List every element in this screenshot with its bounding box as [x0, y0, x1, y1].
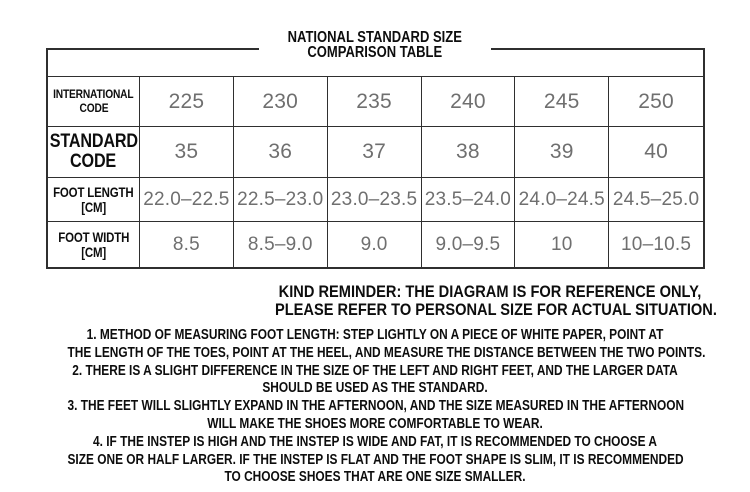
cell-value: 37: [362, 140, 386, 163]
row-header-line: STANDARD: [49, 131, 138, 152]
cell-value: 235: [356, 89, 392, 113]
size-comparison-table: [46, 43, 705, 269]
note-line: WILL MAKE THE SHOES MORE COMFORTABLE TO WEAR.: [207, 415, 543, 432]
table-cell: [515, 77, 609, 127]
page-title-text: [259, 29, 491, 62]
row-header-line: FOOT WIDTH: [58, 229, 129, 245]
table-cell: [234, 222, 328, 267]
note-line: 3. THE FEET WILL SLIGHTLY EXPAND IN THE AFTERNOON, AND THE SIZE MEASURED IN THE AFTERNOON: [67, 398, 685, 415]
row-header-foot-width: [48, 222, 140, 267]
measuring-notes: [0, 327, 750, 487]
cell-value: 245: [543, 89, 580, 113]
row-header-foot-length: [48, 178, 140, 222]
table-cell: [140, 222, 234, 267]
cell-value: 230: [262, 89, 299, 113]
kind-reminder-line-2: PLEASE REFER TO PERSONAL SIZE FOR ACTUAL SITUATION.: [275, 299, 717, 319]
kind-reminder-line-1: KIND REMINDER: THE DIAGRAM IS FOR REFERENCE ONLY,: [278, 282, 702, 301]
table-cell: [609, 178, 703, 222]
table-cell: [422, 127, 516, 178]
note-line: TO CHOOSE SHOES THAT ARE ONE SIZE SMALLER.: [224, 469, 526, 486]
row-header-line: FOOT LENGTH: [53, 184, 134, 200]
note-line: SIZE ONE OR HALF LARGER. IF THE INSTEP IS FLAT AND THE FOOT SHAPE IS SLIM, IT IS RECOMMENDED: [67, 451, 684, 468]
cell-value: 35: [174, 140, 199, 163]
table-cell: [422, 222, 516, 267]
row-header-line: CODE: [79, 100, 108, 115]
page-title: [0, 29, 750, 62]
row-header-line: INTERNATIONAL: [53, 87, 134, 101]
cell-value: 9.0: [360, 233, 388, 255]
title-line-2: COMPARISON TABLE: [307, 43, 443, 61]
note-line: 1. METHOD OF MEASURING FOOT LENGTH: STEP LIGHTLY ON A PIECE OF WHITE PAPER, POINT AT: [86, 327, 664, 343]
cell-value: 225: [168, 89, 205, 113]
table-cell: [609, 222, 703, 267]
cell-value: 36: [268, 140, 293, 163]
table-cell: [140, 178, 234, 222]
table-cell: [328, 77, 422, 127]
cell-value: 8.5–9.0: [247, 233, 313, 255]
cell-value: 240: [450, 89, 486, 113]
table-cell: [234, 178, 328, 222]
note-line: SHOULD BE USED AS THE STANDARD.: [262, 380, 488, 397]
cell-value: 10: [550, 233, 573, 255]
table-cell: [515, 127, 609, 178]
cell-value: 250: [638, 89, 674, 113]
row-header-line: [CM]: [81, 244, 106, 260]
cell-value: 38: [456, 140, 480, 163]
table-cell: [515, 222, 609, 267]
table-cell: [515, 178, 609, 222]
table-cell: [140, 77, 234, 127]
row-header-standard-code: [48, 127, 140, 178]
table-cell: [609, 77, 703, 127]
cell-value: 23.0–23.5: [330, 188, 418, 210]
table-cell: [328, 178, 422, 222]
table-cell: [328, 222, 422, 267]
cell-value: 24.0–24.5: [518, 188, 605, 210]
cell-value: 24.5–25.0: [612, 188, 700, 210]
note-line: 2. THERE IS A SLIGHT DIFFERENCE IN THE SIZE OF THE LEFT AND RIGHT FEET, AND THE LARGER DATA: [72, 362, 678, 379]
cell-value: 22.0–22.5: [143, 188, 230, 210]
row-header-international-code: [48, 77, 140, 127]
cell-value: 23.5–24.0: [424, 188, 512, 210]
cell-value: 9.0–9.5: [435, 233, 501, 255]
kind-reminder: [240, 283, 740, 318]
table-cell: [422, 77, 516, 127]
table-cell: [609, 127, 703, 178]
row-header-line: CODE: [70, 151, 117, 172]
note-line: THE LENGTH OF THE TOES, POINT AT THE HEEL, AND MEASURE THE DISTANCE BETWEEN THE TWO POINTS.: [67, 344, 706, 361]
table-cell: [140, 127, 234, 178]
row-header-line: [CM]: [81, 199, 106, 215]
cell-value: 22.5–23.0: [237, 188, 324, 210]
cell-value: 39: [549, 140, 574, 163]
cell-value: 10–10.5: [621, 233, 692, 255]
cell-value: 40: [644, 140, 668, 163]
cell-value: 8.5: [172, 233, 200, 255]
table-cell: [234, 127, 328, 178]
table-cell: [234, 77, 328, 127]
note-line: 4. IF THE INSTEP IS HIGH AND THE INSTEP IS WIDE AND FAT, IT IS RECOMMENDED TO CHOOSE A: [93, 433, 657, 450]
title-line-1: NATIONAL STANDARD SIZE: [287, 29, 463, 46]
table-cell: [328, 127, 422, 178]
table-cell: [422, 178, 516, 222]
